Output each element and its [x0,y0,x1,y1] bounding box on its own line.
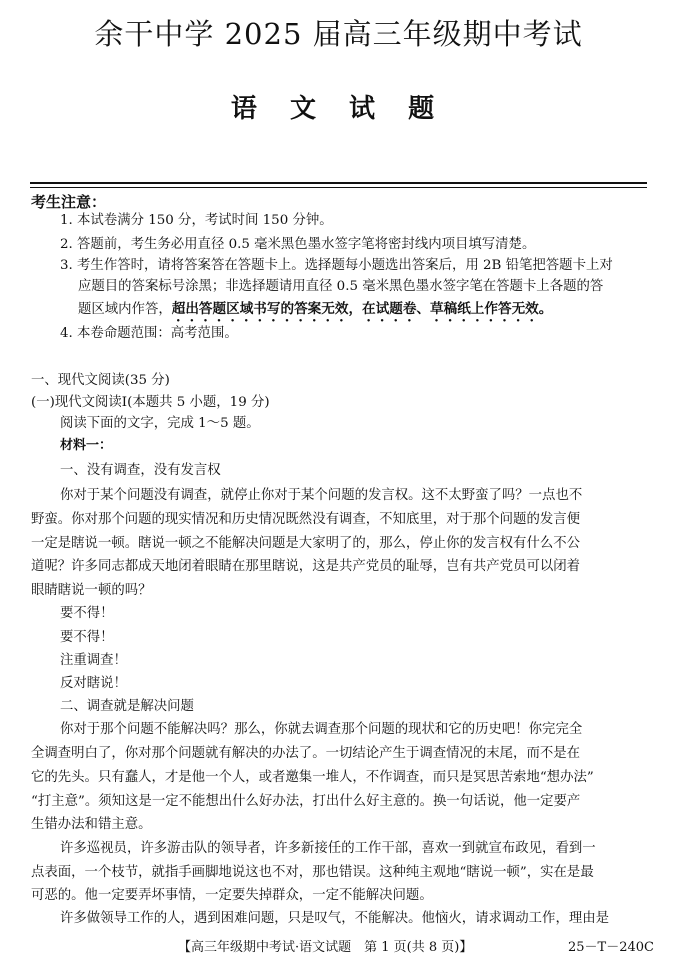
notice-item-2: 2. 答题前，考生务必用直径 0.5 毫米黑色墨水签字笔将密封线内项目填写清楚。 [60,237,536,252]
notice-item-3-cont: 应题目的答案标号涂黑；非选择题请用直径 0.5 毫米黑色墨水签字笔在答题卡上各题的答 [78,279,604,294]
notice-emphasis: 超出答题区域书写的答案无效，在试题卷、草稿纸上作答无效。 [171,301,553,317]
notice-item-1: 1. 本试卷满分 150 分，考试时间 150 分钟。 [60,213,333,228]
p2-line-3: 它的先头。只有蠢人，才是他一个人，或者邀集一堆人，不作调查，而只是冥思苦索地“想办法” [31,770,594,785]
notice-item-3-tail: 题区域内作答， [78,302,172,317]
short-line-3: 注重调查！ [60,653,127,668]
section-subheading: (一)现代文阅读Ⅰ(本题共 5 小题，19 分) [31,395,270,410]
p1-line-5: 眼睛瞎说一顿的吗？ [31,583,152,598]
exam-subtitle: 语 文 试 题 [230,94,447,124]
p2-line-1: 你对于那个问题不能解决吗？那么，你就去调查那个问题的现状和它的历史吧！你完完全 [60,722,583,737]
p3-line-2: 点表面，一个枝节，就指手画脚地说这也不对，那也错误。这种纯主观地“瞎说一顿”，实在是最 [31,865,594,880]
p1-line-3: 一定是瞎说一顿。瞎说一顿之不能解决问题是大家明了的，那么，停止你的发言权有什么不公 [31,536,581,551]
material-label: 材料一： [60,438,113,453]
p2-line-2: 全调查明白了，你对那个问题就有解决的办法了。一切结论产生于调查情况的末尾，而不是在 [31,746,581,761]
part2-title: 二、调查就是解决问题 [60,699,194,714]
notice-item-3: 3. 考生作答时，请将答案答在答题卡上。选择题每小题选出答案后，用 2B 铅笔把答题卡上对 [60,258,613,273]
instruction: 阅读下面的文字，完成 1～5 题。 [60,416,260,431]
p2-line-5: 生错办法和错主意。 [31,817,152,832]
p2-line-4: “打主意”。须知这是一定不能想出什么好办法，打出什么好主意的。换一句话说，他一定要产 [31,794,581,809]
notice-item-4: 4. 本卷命题范围：高考范围。 [60,326,238,341]
notice-item-3-cont2 [78,300,552,325]
header-rule-thick [30,182,647,184]
short-line-4: 反对瞎说！ [60,676,127,691]
header-rule-thin [30,187,647,188]
paper-code: 25－T－240C [568,940,654,955]
p3-line-3: 可恶的。他一定要弄坏事情，一定要失掉群众，一定不能解决问题。 [31,888,433,903]
p1-line-1: 你对于某个问题没有调查，就停止你对于某个问题的发言权。这不太野蛮了吗？一点也不 [60,488,583,503]
p3-line-1: 许多巡视员，许多游击队的领导者，许多新接任的工作干部，喜欢一到就宣布政见，看到一 [60,841,596,856]
short-line-1: 要不得！ [60,606,114,621]
short-line-2: 要不得！ [60,630,114,645]
section-heading: 一、现代文阅读(35 分) [31,373,170,388]
exam-title: 余干中学 2025 届高三年级期中考试 [94,17,583,51]
p4-line-1: 许多做领导工作的人，遇到困难问题，只是叹气，不能解决。他恼火，请求调动工作，理由是 [60,911,610,926]
p1-line-4: 道呢？许多同志都成天地闭着眼睛在那里瞎说，这是共产党员的耻辱，岂有共产党员可以闭着 [31,559,581,574]
page-footer: 【高三年级期中考试·语文试题 第 1 页(共 8 页)】 [178,940,473,955]
part1-title: 一、没有调查，没有发言权 [60,463,221,478]
notice-title: 考生注意： [31,193,107,211]
p1-line-2: 野蛮。你对那个问题的现实情况和历史情况既然没有调查，不知底里，对于那个问题的发言便 [31,512,581,527]
